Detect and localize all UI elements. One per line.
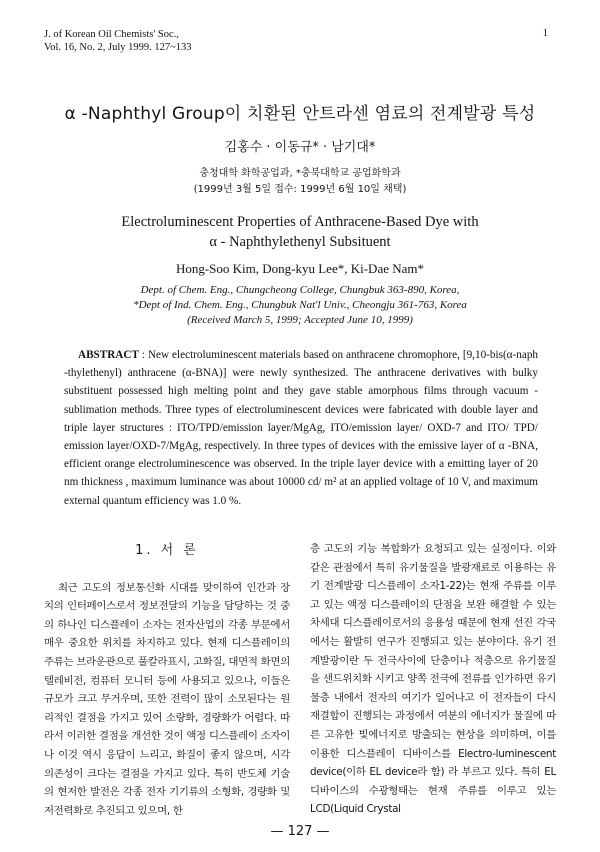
abstract-text: : New electroluminescent materials based on anthracene chromophore, [9,10-bis(α-naph -thylethenyl) anthracene (α-BNA)] were newly synthesized. The anthracene derivatives with bulky substituent possessed high melting point and they gave stable amorphous films through vacuum - sublimation methods. Three types of electroluminescent devices were fabricated with double layer and triple layer structures : ITO/TPD/emission layer/MgAg, ITO/emission layer/ OXD-7 and ITO/ TPD/ emission layer/OXD-7/MgAg, respectively. In three types of devices with the emissive layer of α -BNA, efficient orange electroluminescence was observed. In the triple layer device with a emitting layer of 20 nm thickness , maximum luminance was about 10000 cd/ m² at an applied voltage of 10 V, and maximum external quantum efficiency was 1.0 %. bbox=[64, 349, 539, 507]
english-title-line-1: Electroluminescent Properties of Anthracene-Based Dye with bbox=[121, 214, 479, 230]
english-affiliation-1: Dept. of Chem. Eng., Chungcheong College, Chungbuk 363-890, Korea, bbox=[140, 284, 460, 296]
page-footer-number: — 127 — bbox=[270, 824, 330, 839]
korean-affiliation: 충청대학 화학공업과, *충북대학교 공업화학과 bbox=[199, 168, 401, 179]
korean-authors: 김홍수 · 이동규* · 남기대* bbox=[224, 140, 376, 155]
english-authors: Hong-Soo Kim, Dong-kyu Lee*, Ki-Dae Nam* bbox=[175, 261, 425, 276]
body-column-right bbox=[310, 540, 556, 819]
abstract bbox=[64, 346, 538, 510]
section-heading: 1. 서 론 bbox=[135, 543, 199, 558]
abstract-label: ABSTRACT bbox=[78, 349, 139, 361]
journal-citation bbox=[44, 28, 192, 54]
english-affiliation-2: *Dept of Ind. Chem. Eng., Chungbuk Nat'l Univ., Cheongju 361-763, Korea bbox=[133, 299, 467, 311]
page-number-top: 1 bbox=[542, 28, 548, 39]
english-title-line-2: α - Naphthylethenyl Subsituent bbox=[209, 234, 391, 250]
body-column-left bbox=[44, 540, 290, 820]
received-dates: (Received March 5, 1999; Accepted June 10, 1999) bbox=[187, 314, 413, 326]
korean-title: α -Naphthyl Group이 치환된 안트라센 염료의 전계발광 특성 bbox=[64, 104, 536, 124]
body-paragraph-right: 층 고도의 기능 복합화가 요청되고 있는 실정이다. 이와같은 관점에서 특히 유기물질을 발광재료로 이용하는 유기 전계발광 디스플레이 소자1-22)는 현재 주류를 이루고 있는 액정 디스플레이의 단점을 보완 해결할 수 있는 차세대 디스플레이로서의 응용성 때문에 현재 선진 각국에서는 활발히 연구가 진행되고 있는 분야이다. 유기 전계발광이란 두 전극사이에 단층이나 적층으로 유기물질을 샌드위치화 시키고 양쪽 전극에 전류를 인가하면 유기물층 내에서 전자의 여기가 일어나고 이 전자들이 다시 재결합이 진행되는 과정에서 여분의 에너지가 물질에 따른 고유한 빛에너지로 방출되는 현상을 의미하며, 이를 이용한 디스플레이 디바이스를 Electro-luminescent device(이하 EL device라 함) 라 부르고 있다. 특히 EL 디바이스의 수광형태는 현재 주류를 이루고 있는 LCD(Liquid Crystal bbox=[310, 543, 556, 816]
journal-line-2: Vol. 16, No. 2, July 1999. 127~133 bbox=[44, 42, 192, 53]
journal-line-1: J. of Korean Oil Chemists' Soc., bbox=[44, 29, 179, 40]
korean-dates: (1999년 3월 5일 접수: 1999년 6월 10일 채택) bbox=[193, 184, 407, 195]
body-paragraph-left: 최근 고도의 정보통신화 시대를 맞이하여 인간과 장치의 인터페이스로서 정보전달의 기능을 담당하는 것 중의 하나인 디스플레이 소자는 전자산업의 각종 부문에서 매우 중요한 위치를 차지하고 있다. 현재 디스플레이의 주류는 브라운관으로 풀칼라표시, 고화질, 대면적 화면의 텔레비전, 컴퓨터 모니터 등에 사용되고 있으나, 이들은 규모가 크고 무거우며, 또한 전력이 많이 소모된다는 원리적인 결점을 가지고 있어 소량화, 경량화가 어렵다. 따라서 이러한 결점을 개선한 것이 액정 디스플레이 소자이나 이것 역시 응답이 느리고, 화질이 좋지 않으며, 시각 의존성이 크다는 결점을 가지고 있다. 특히 반도체 기술의 현저한 발전은 각종 전자 기기류의 소형화, 경량화 및 저전력화로 추진되고 있으며, 한 bbox=[44, 581, 290, 817]
